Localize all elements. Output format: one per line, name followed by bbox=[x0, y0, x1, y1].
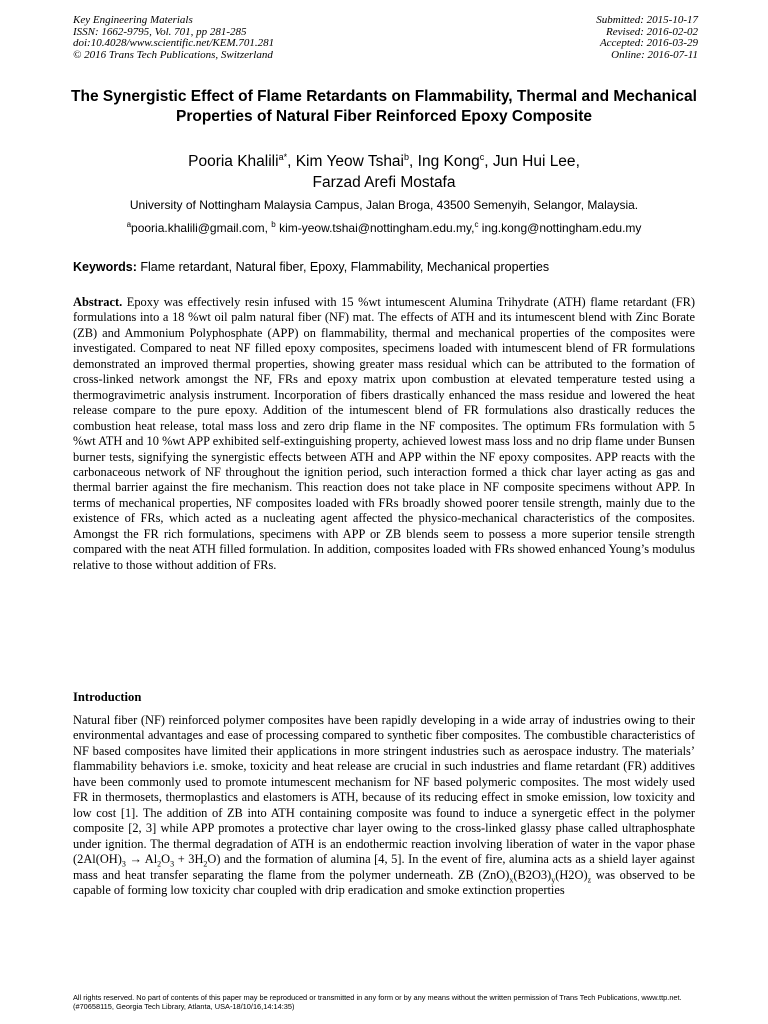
keywords-label: Keywords: bbox=[73, 260, 137, 274]
subscript: 3 bbox=[170, 859, 175, 869]
subscript: x bbox=[509, 875, 514, 884]
author-separator: , bbox=[287, 153, 296, 170]
email-mark: a bbox=[126, 220, 132, 229]
abstract-label: Abstract. bbox=[73, 295, 123, 309]
email-separator: , bbox=[264, 221, 272, 235]
intro-segment: + 3H bbox=[174, 852, 204, 867]
author-name: Jun Hui Lee bbox=[492, 153, 576, 170]
introduction-text bbox=[73, 713, 695, 898]
subscript: 2 bbox=[157, 859, 162, 869]
author-name: Ing Kong bbox=[417, 153, 480, 170]
author-name: Pooria Khalili bbox=[188, 153, 279, 170]
intro-segment: (H2O) bbox=[555, 867, 588, 882]
date-submitted: Submitted: 2015-10-17 bbox=[596, 14, 698, 26]
paper-title: The Synergistic Effect of Flame Retardants on Flammability, Thermal and Mechanical Properties of Natural Fiber Reinforced Epoxy Composite bbox=[71, 88, 697, 125]
subscript: 3 bbox=[121, 859, 126, 869]
intro-segment: (B2O3) bbox=[513, 867, 552, 882]
date-online: Online: 2016-07-11 bbox=[611, 48, 698, 61]
publication-dates bbox=[596, 15, 698, 61]
intro-segment: O bbox=[161, 852, 171, 867]
date-revised: Revised: 2016-02-02 bbox=[606, 25, 698, 38]
email-mark: b bbox=[271, 220, 276, 229]
section-heading-introduction: Introduction bbox=[73, 690, 142, 704]
email-mark: c bbox=[474, 220, 479, 229]
journal-info bbox=[73, 15, 274, 61]
subscript: 2 bbox=[203, 859, 208, 869]
journal-copyright: © 2016 Trans Tech Publications, Switzerland bbox=[73, 48, 273, 61]
author-affiliation-mark: c bbox=[479, 151, 485, 162]
abstract bbox=[73, 295, 695, 573]
subscript: z bbox=[587, 875, 592, 884]
date-accepted: Accepted: 2016-03-29 bbox=[599, 37, 698, 49]
author-name: Farzad Arefi Mostafa bbox=[312, 174, 456, 191]
author-emails bbox=[50, 220, 718, 236]
author-affiliation-mark: a* bbox=[278, 151, 288, 162]
journal-issn: ISSN: 1662-9795, Vol. 701, pp 281-285 bbox=[73, 25, 247, 38]
intro-segment: Natural fiber (NF) reinforced polymer composites have been rapidly developing in a wide array of industries owing to their environmental advantages and ease of processing compared to synthetic fiber composites. The combustible characteristics of NF based composites have limited their applications in more stringent industries such as aerospace industry. The materials’ flammability behaviors i.e. smoke, toxicity and heat release are crucial in such industries and flame retardant (FR) additives have been commonly used to promote intumescent mechanism for NF based polymeric composites. The most widely used FR in thermosets, thermoplastics and elastomers is ATH, because of its reducing effect in smoke emission, low toxicity and low cost [1]. The addition of ZB into ATH containing composite was found to induce a synergetic effect in the polymer composite [2, 3] while APP promotes a protective char layer owing to the cross-linked glassy phase called ultraphosphate under ignition. The thermal degradation of ATH is an endothermic reaction involving liberation of water in the vapor phase (2Al(OH) bbox=[73, 713, 695, 867]
author-name: Kim Yeow Tshai bbox=[295, 153, 404, 170]
copyright-footer: All rights reserved. No part of contents of this paper may be reproduced or transmitted in any form or by any means without the written permission of Trans Tech Publications, www.ttp.net. (#70658115, Georgia Tech Library, Atlanta, USA-18/10/16,14:14:35) bbox=[73, 993, 682, 1011]
email-address[interactable]: ing.kong@nottingham.edu.my bbox=[478, 221, 642, 235]
email-address[interactable]: pooria.khalili@gmail.com bbox=[131, 221, 265, 235]
affiliation: University of Nottingham Malaysia Campus, Jalan Broga, 43500 Semenyih, Selangor, Malaysia. bbox=[129, 198, 639, 212]
keywords bbox=[73, 259, 698, 275]
email-address[interactable]: kim-yeow.tshai@nottingham.edu.my, bbox=[275, 221, 475, 235]
keywords-text: Flame retardant, Natural fiber, Epoxy, Flammability, Mechanical properties bbox=[140, 260, 550, 274]
intro-segment: was observed to be capable of forming low toxicity char coupled with drip eradication and smoke extinction properties bbox=[73, 867, 695, 897]
author-separator: , bbox=[575, 153, 580, 170]
journal-doi: doi:10.4028/www.scientific.net/KEM.701.281 bbox=[73, 37, 275, 49]
subscript: y bbox=[551, 875, 556, 884]
abstract-text: Epoxy was effectively resin infused with 15 %wt intumescent Alumina Trihydrate (ATH) flame retardant (FR) formulations into a 18 %wt oil palm natural fiber (NF) mat. The effects of ATH and its intumescent blend with Zinc Borate (ZB) and Ammonium Polyphosphate (APP) on flammability, thermal and mechanical properties of the composites were investigated. Compared to neat NF filled epoxy composites, specimens loaded with intumescent blend of FR formulations demonstrated an improved thermal properties, showing greater mass residual which can be attributed to the formation of cross-linked network amongst the NF, FRs and epoxy matrix upon combustion at elevated temperature tested using a thermogravimetric analysis instrument. Incorporation of fibers drastically enhanced the mass residue and lowered the heat release compare to the pure epoxy. Addition of the intumescent blend of FR formulations also drastically reduces the combustion heat release, total mass loss and zero drip flame in the NF composites. The optimum FRs formulation with 5 %wt ATH and 10 %wt APP exhibited self-extinguishing property, achieved lowest mass loss and no drip flame under Bunsen burner tests, signifying the synergistic effects between ATH and APP within the NF epoxy composites. APP reacts with the carbonaceous network of NF throughout the ignition period, such interaction formed a thick char layer acting as gas and thermal barrier against the fire mechanism. This reaction does not take place in NF composite specimens without APP. In terms of mechanical properties, NF composites loaded with FRs broadly showed poorer tensile strength, mainly due to the existence of FRs, which acted as a nucleating agent affected the physico-mechanical characteristics of the composites. Amongst the FR rich formulations, specimens with APP or ZB blends seem to possess a more superior tensile strength compared with the neat ATH filled formulation. In addition, composites loaded with FRs showed enhanced Young’s modulus relative to those without addition of FRs. bbox=[73, 295, 695, 572]
author-separator: , bbox=[484, 153, 493, 170]
intro-segment: → Al bbox=[125, 852, 158, 867]
author-affiliation-mark: b bbox=[404, 151, 410, 162]
author-separator: , bbox=[409, 153, 418, 170]
journal-name: Key Engineering Materials bbox=[73, 14, 193, 26]
author-list bbox=[60, 151, 708, 193]
intro-segment: O) and the formation of alumina [4, 5]. In the event of fire, alumina acts as a shield layer against mass and heat transfer separating the flame from the polymer underneath. ZB (ZnO) bbox=[73, 852, 696, 882]
